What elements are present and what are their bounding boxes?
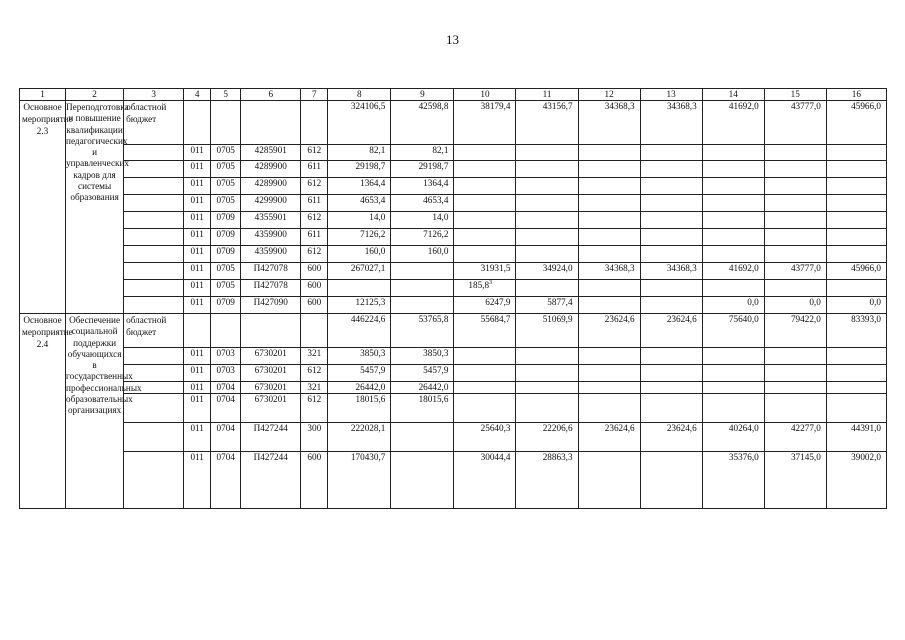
kbk-target-article: П427244 [241,452,301,509]
value-cell [764,382,826,394]
value-cell [702,145,764,161]
kbk-grbs: 011 [184,229,211,246]
value-cell: 26442,0 [391,382,454,394]
kbk-expense-type: 612 [301,246,328,263]
value-cell [391,263,454,280]
total-value-cell: 55684,7 [454,314,516,348]
kbk-grbs: 011 [184,394,211,423]
kbk-grbs: 011 [184,212,211,229]
header-cell: 13 [640,89,702,101]
value-cell [516,382,578,394]
value-cell [640,297,702,314]
section-description: Обеспечение социальной поддержки обучающихся в государственных профессиональных образовательных организациях [66,314,124,509]
value-cell [640,178,702,195]
budget-line-row [20,394,887,423]
kbk-section: 0705 [211,145,241,161]
value-cell: 34368,3 [640,263,702,280]
section-label: Основное мероприятие 2.4 [20,314,66,509]
value-cell: 4653,4 [328,195,391,212]
value-cell: 28863,3 [516,452,578,509]
value-cell [640,246,702,263]
value-cell [702,246,764,263]
value-cell: 6247,9 [454,297,516,314]
total-value-cell: 83393,0 [826,314,886,348]
value-cell [391,423,454,452]
total-value-cell: 446224,6 [328,314,391,348]
kbk-target-article: 4359900 [241,246,301,263]
total-value-cell: 75640,0 [702,314,764,348]
value-cell [764,161,826,178]
value-cell [702,280,764,297]
value-cell [702,365,764,382]
value-cell: 31931,5 [454,263,516,280]
kbk-section: 0704 [211,423,241,452]
value-cell [578,297,640,314]
value-cell: 12125,3 [328,297,391,314]
kbk-expense-type: 321 [301,348,328,365]
kbk-cell [211,101,241,145]
value-cell [516,394,578,423]
budget-line-row [20,382,887,394]
value-cell [578,161,640,178]
budget-line-row [20,348,887,365]
section-total-row [20,314,887,348]
value-cell: 30044,4 [454,452,516,509]
funding-source [124,348,184,365]
value-cell: 14,0 [391,212,454,229]
value-cell [578,246,640,263]
value-cell [454,394,516,423]
kbk-section: 0703 [211,348,241,365]
section-label: Основное мероприятие 2.3 [20,101,66,314]
value-cell: 37145,0 [764,452,826,509]
value-cell: 43777,0 [764,263,826,280]
budget-line-row [20,145,887,161]
value-cell [454,195,516,212]
budget-line-row [20,280,887,297]
total-value-cell: 38179,4 [454,101,516,145]
value-cell [578,452,640,509]
header-cell: 8 [328,89,391,101]
funding-source [124,297,184,314]
value-cell: 1364,4 [391,178,454,195]
funding-source [124,452,184,509]
funding-source [124,280,184,297]
header-cell: 9 [391,89,454,101]
value-cell [578,195,640,212]
kbk-cell [241,314,301,348]
header-cell: 2 [66,89,124,101]
value-cell [826,178,886,195]
value-cell [640,161,702,178]
value-cell: 44391,0 [826,423,886,452]
kbk-section: 0705 [211,280,241,297]
kbk-target-article: 4355901 [241,212,301,229]
header-cell: 10 [454,89,516,101]
value-cell [516,195,578,212]
kbk-target-article: П427244 [241,423,301,452]
header-cell: 5 [211,89,241,101]
budget-line-row [20,229,887,246]
kbk-grbs: 011 [184,178,211,195]
value-cell: 41692,0 [702,263,764,280]
total-value-cell: 23624,6 [640,314,702,348]
value-cell [826,280,886,297]
budget-line-row [20,195,887,212]
value-cell: 23624,6 [640,423,702,452]
header-cell: 1 [20,89,66,101]
value-cell [640,348,702,365]
header-cell: 15 [764,89,826,101]
kbk-expense-type: 600 [301,297,328,314]
kbk-section: 0703 [211,365,241,382]
funding-source [124,195,184,212]
kbk-expense-type: 612 [301,394,328,423]
total-value-cell: 79422,0 [764,314,826,348]
kbk-section: 0709 [211,246,241,263]
value-cell [454,382,516,394]
total-value-cell: 53765,8 [391,314,454,348]
value-cell: 14,0 [328,212,391,229]
kbk-grbs: 011 [184,280,211,297]
kbk-expense-type: 612 [301,365,328,382]
value-cell [391,280,454,297]
header-cell: 12 [578,89,640,101]
budget-line-row [20,161,887,178]
kbk-target-article: П427078 [241,280,301,297]
kbk-target-article: 6730201 [241,382,301,394]
value-cell [578,280,640,297]
value-cell: 5457,9 [391,365,454,382]
kbk-section: 0709 [211,229,241,246]
section-description: Переподготовка и повышение квалификации педагогических и управленческих кадров для системы образования [66,101,124,314]
kbk-expense-type: 611 [301,229,328,246]
budget-table [19,88,887,509]
value-cell [516,212,578,229]
value-cell [640,145,702,161]
funding-source: областной бюджет [124,314,184,348]
page-number: 13 [446,32,459,47]
value-cell: 18015,6 [391,394,454,423]
kbk-section: 0704 [211,394,241,423]
value-cell [391,297,454,314]
value-cell [640,452,702,509]
value-cell [826,394,886,423]
value-cell [826,365,886,382]
value-cell [764,178,826,195]
kbk-target-article: 4299900 [241,195,301,212]
header-cell: 16 [826,89,886,101]
value-cell: 170430,7 [328,452,391,509]
total-value-cell: 23624,6 [578,314,640,348]
value-cell [391,452,454,509]
total-value-cell: 42598,8 [391,101,454,145]
value-cell [640,229,702,246]
kbk-expense-type: 611 [301,161,328,178]
value-cell: 45966,0 [826,263,886,280]
value-cell: 29198,7 [328,161,391,178]
value-cell [454,348,516,365]
value-cell: 26442,0 [328,382,391,394]
value-cell [640,382,702,394]
value-cell [454,365,516,382]
kbk-target-article: 4289900 [241,178,301,195]
total-value-cell: 43156,7 [516,101,578,145]
value-cell [640,212,702,229]
kbk-grbs: 011 [184,382,211,394]
kbk-target-article: 6730201 [241,348,301,365]
value-cell [702,195,764,212]
header-cell: 4 [184,89,211,101]
header-cell: 11 [516,89,578,101]
value-cell [764,394,826,423]
budget-line-row [20,246,887,263]
value-cell: 1364,4 [328,178,391,195]
budget-line-row [20,297,887,314]
value-cell: 5877,4 [516,297,578,314]
budget-line-row [20,452,887,509]
funding-source [124,246,184,263]
value-cell: 34924,0 [516,263,578,280]
funding-source [124,145,184,161]
value-cell [578,394,640,423]
value-cell [454,145,516,161]
kbk-target-article: 4289900 [241,161,301,178]
total-value-cell: 43777,0 [764,101,826,145]
kbk-section: 0709 [211,212,241,229]
value-cell [454,161,516,178]
value-cell: 22206,6 [516,423,578,452]
value-cell: 7126,2 [391,229,454,246]
value-cell [702,348,764,365]
value-cell: 267027,1 [328,263,391,280]
value-text: 185,8 [468,280,490,290]
value-cell [578,348,640,365]
value-cell: 5457,9 [328,365,391,382]
budget-line-row [20,263,887,280]
kbk-cell [184,101,211,145]
value-cell: 82,1 [391,145,454,161]
value-cell: 0,0 [764,297,826,314]
value-cell [328,280,391,297]
kbk-grbs: 011 [184,452,211,509]
value-cell [454,229,516,246]
budget-line-row [20,423,887,452]
value-cell: 160,0 [328,246,391,263]
budget-line-row [20,212,887,229]
kbk-grbs: 011 [184,195,211,212]
total-value-cell: 34368,3 [640,101,702,145]
budget-line-row [20,178,887,195]
kbk-section: 0705 [211,178,241,195]
kbk-cell [301,314,328,348]
value-cell [454,246,516,263]
value-cell [764,195,826,212]
kbk-expense-type: 600 [301,263,328,280]
value-cell [702,161,764,178]
value-cell [702,229,764,246]
value-cell [516,280,578,297]
value-cell [454,212,516,229]
value-cell: 0,0 [826,297,886,314]
value-cell: 34368,3 [578,263,640,280]
value-cell [640,280,702,297]
value-cell [826,161,886,178]
value-cell: 23624,6 [578,423,640,452]
budget-line-row [20,365,887,382]
funding-source [124,161,184,178]
total-value-cell: 45966,0 [826,101,886,145]
kbk-grbs: 011 [184,423,211,452]
value-cell [578,145,640,161]
kbk-grbs: 011 [184,145,211,161]
kbk-cell [184,314,211,348]
kbk-section: 0705 [211,195,241,212]
total-value-cell: 324106,5 [328,101,391,145]
value-cell [578,382,640,394]
kbk-grbs: 011 [184,348,211,365]
value-cell [826,229,886,246]
total-value-cell: 51069,9 [516,314,578,348]
value-cell: 40264,0 [702,423,764,452]
value-cell [516,229,578,246]
kbk-target-article: 6730201 [241,365,301,382]
kbk-target-article: П427090 [241,297,301,314]
value-cell [516,161,578,178]
kbk-target-article: 4285901 [241,145,301,161]
value-cell [578,178,640,195]
kbk-target-article: П427078 [241,263,301,280]
value-cell [764,365,826,382]
kbk-grbs: 011 [184,246,211,263]
value-cell [516,145,578,161]
header-cell: 14 [702,89,764,101]
value-cell [826,382,886,394]
total-value-cell: 41692,0 [702,101,764,145]
kbk-cell [211,314,241,348]
value-cell [764,348,826,365]
kbk-section: 0705 [211,161,241,178]
section-total-row [20,101,887,145]
funding-source: областной бюджет [124,101,184,145]
value-cell [826,195,886,212]
kbk-expense-type: 612 [301,212,328,229]
value-cell [764,280,826,297]
kbk-cell [301,101,328,145]
kbk-section: 0709 [211,297,241,314]
kbk-grbs: 011 [184,263,211,280]
value-cell [702,178,764,195]
value-cell [826,145,886,161]
value-cell [516,246,578,263]
value-cell [454,178,516,195]
funding-source [124,263,184,280]
value-cell: 29198,7 [391,161,454,178]
value-cell [578,212,640,229]
value-cell [516,348,578,365]
value-cell: 18015,6 [328,394,391,423]
value-cell [578,365,640,382]
value-cell [702,212,764,229]
value-cell [764,212,826,229]
value-cell: 3850,3 [391,348,454,365]
value-cell: 7126,2 [328,229,391,246]
funding-source [124,178,184,195]
kbk-expense-type: 600 [301,452,328,509]
kbk-target-article: 4359900 [241,229,301,246]
kbk-expense-type: 300 [301,423,328,452]
value-cell [826,348,886,365]
kbk-grbs: 011 [184,297,211,314]
kbk-expense-type: 612 [301,178,328,195]
value-cell [454,280,516,297]
value-cell [516,178,578,195]
funding-source [124,423,184,452]
header-cell: 3 [124,89,184,101]
value-cell: 25640,3 [454,423,516,452]
kbk-section: 0704 [211,382,241,394]
value-cell: 39002,0 [826,452,886,509]
value-cell: 0,0 [702,297,764,314]
funding-source [124,212,184,229]
value-cell: 35376,0 [702,452,764,509]
value-cell: 82,1 [328,145,391,161]
header-cell: 7 [301,89,328,101]
value-cell [640,365,702,382]
kbk-grbs: 011 [184,365,211,382]
kbk-section: 0705 [211,263,241,280]
value-cell [516,365,578,382]
value-cell [640,394,702,423]
value-cell [764,229,826,246]
value-cell [702,394,764,423]
funding-source [124,229,184,246]
kbk-expense-type: 611 [301,195,328,212]
kbk-expense-type: 612 [301,145,328,161]
value-cell [764,246,826,263]
kbk-expense-type: 600 [301,280,328,297]
header-cell: 6 [241,89,301,101]
value-cell [640,195,702,212]
total-value-cell: 34368,3 [578,101,640,145]
kbk-expense-type: 321 [301,382,328,394]
value-cell [702,382,764,394]
value-cell: 222028,1 [328,423,391,452]
kbk-target-article: 6730201 [241,394,301,423]
value-cell [764,145,826,161]
value-cell [826,246,886,263]
value-cell: 160,0 [391,246,454,263]
kbk-section: 0704 [211,452,241,509]
value-cell: 42277,0 [764,423,826,452]
kbk-grbs: 011 [184,161,211,178]
value-cell [578,229,640,246]
value-cell: 3850,3 [328,348,391,365]
value-cell [826,212,886,229]
value-cell: 4653,4 [391,195,454,212]
header-row [20,89,887,101]
footnote-marker: 3 [489,279,493,286]
kbk-cell [241,101,301,145]
